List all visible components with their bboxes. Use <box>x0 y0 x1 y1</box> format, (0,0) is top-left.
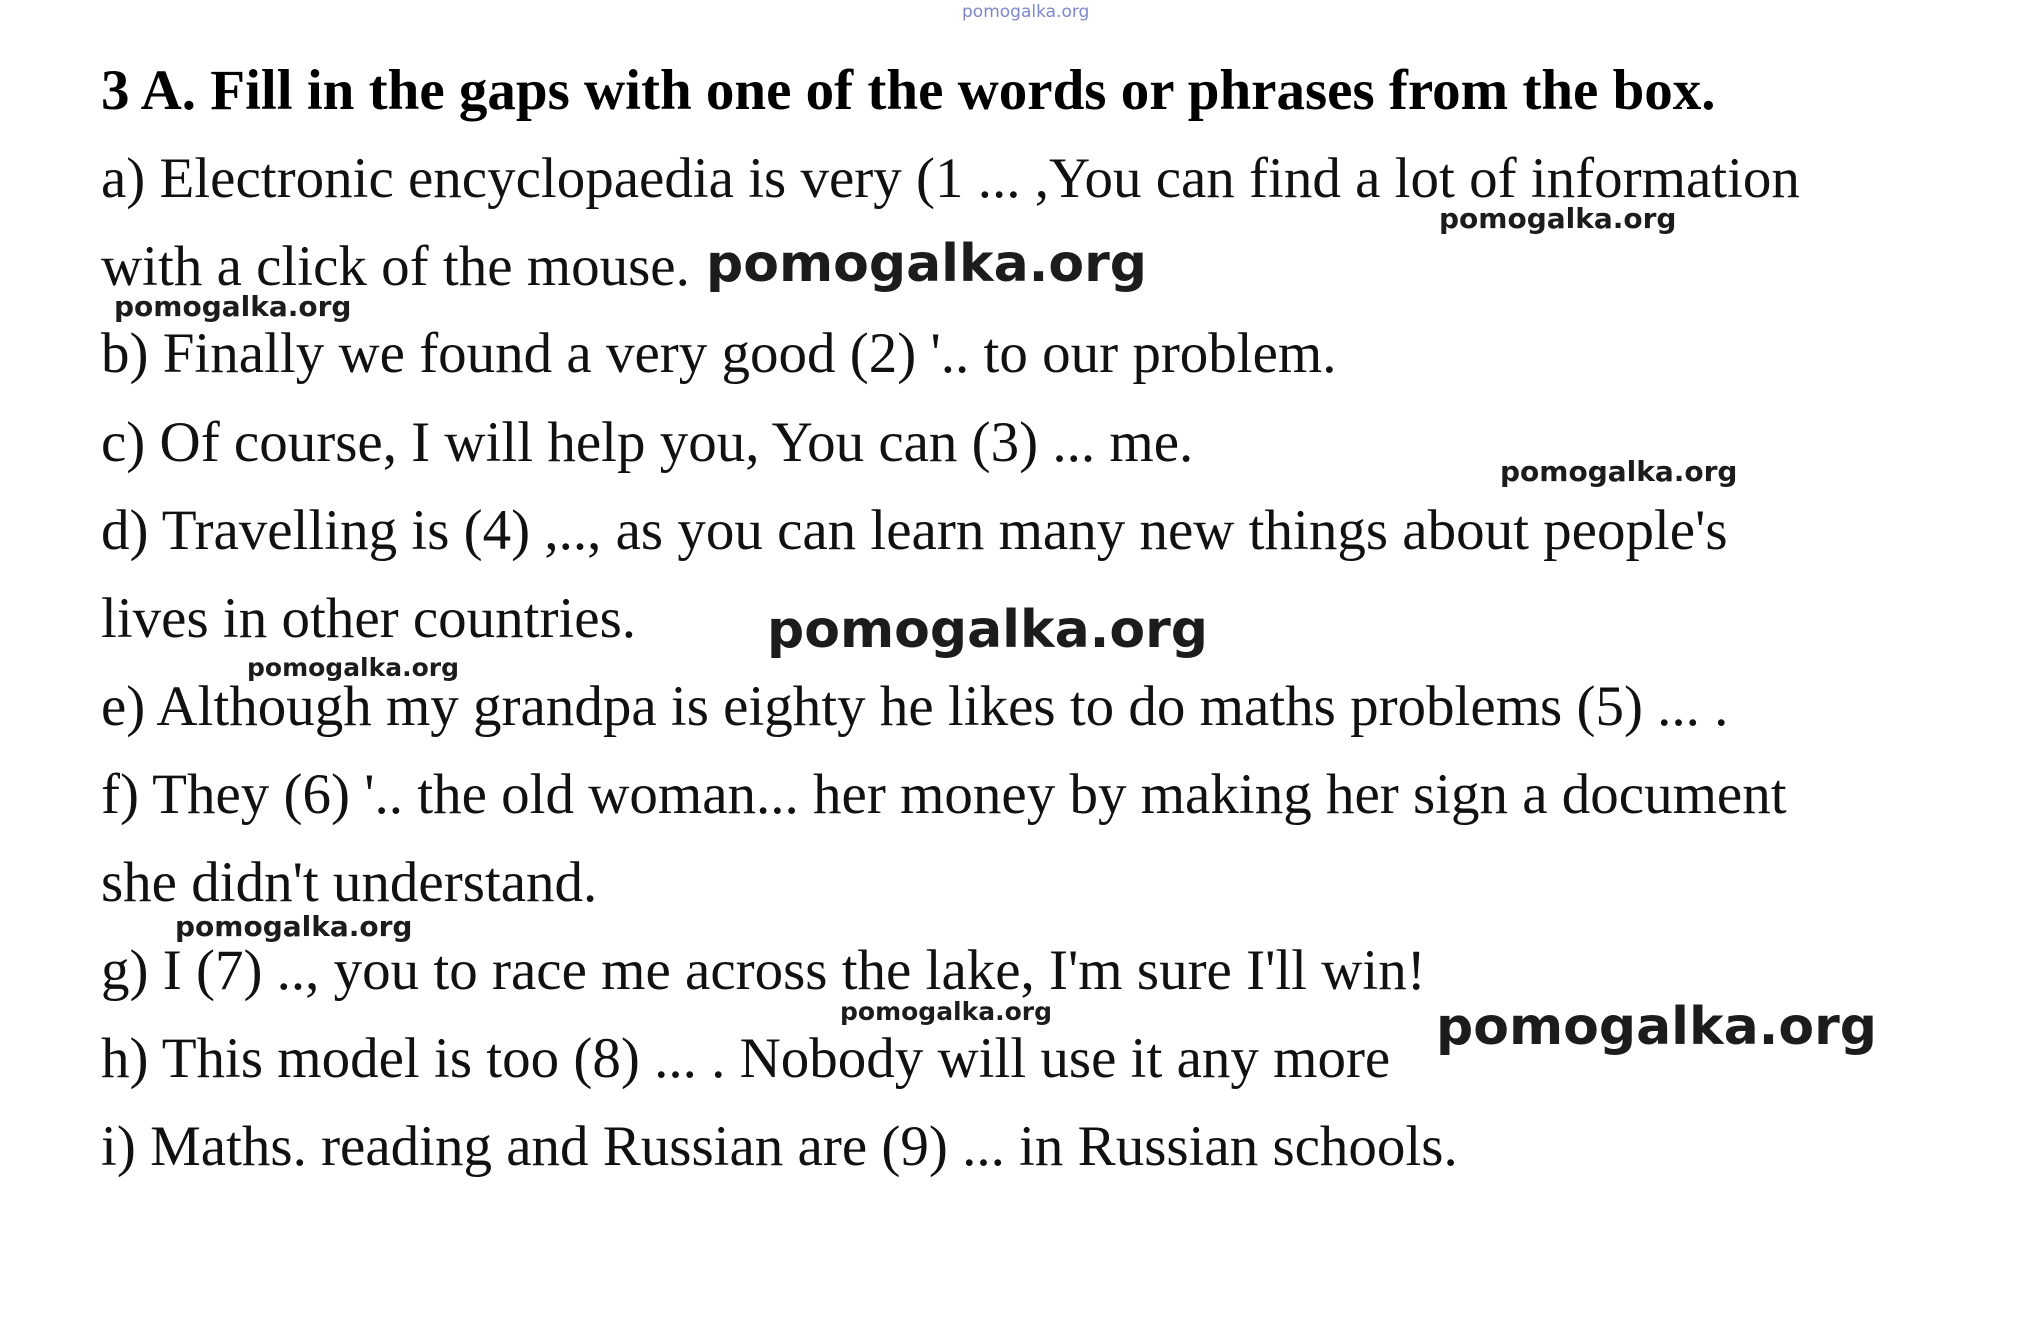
watermark: pomogalka.org <box>247 653 460 682</box>
exercise-line-e: e) Although my grandpa is eighty he likes to do maths problems (5) ... . <box>101 675 1729 738</box>
watermark: pomogalka.org <box>840 997 1053 1026</box>
exercise-title: 3 A. Fill in the gaps with one of the words or phrases from the box. <box>101 59 1716 122</box>
watermark: pomogalka.org <box>114 290 352 323</box>
exercise-line-c: c) Of course, I will help you, You can (3) ... me. <box>101 411 1194 474</box>
exercise-line-i: i) Maths. reading and Russian are (9) ... in Russian schools. <box>101 1115 1458 1178</box>
exercise-line-b: b) Finally we found a very good (2) '.. to our problem. <box>101 322 1337 385</box>
site-header-mark: pomogalka.org <box>962 2 1090 22</box>
exercise-line-d-cont: lives in other countries. <box>101 587 637 650</box>
watermark: pomogalka.org <box>706 234 1148 294</box>
exercise-line-h: h) This model is too (8) ... . Nobody will use it any more <box>101 1027 1391 1090</box>
exercise-line-a-cont: with a click of the mouse. <box>101 235 690 298</box>
exercise-line-f-cont: she didn't understand. <box>101 851 598 914</box>
watermark: pomogalka.org <box>1436 997 1878 1057</box>
watermark: pomogalka.org <box>1439 202 1677 235</box>
exercise-line-g: g) I (7) .., you to race me across the lake, I'm sure I'll win! <box>101 939 1426 1002</box>
exercise-line-f: f) They (6) '.. the old woman... her money by making her sign a document <box>101 763 1787 826</box>
exercise-line-a: a) Electronic encyclopaedia is very (1 ... ,You can find a lot of information <box>101 147 1800 210</box>
watermark: pomogalka.org <box>1500 455 1738 488</box>
watermark: pomogalka.org <box>767 600 1209 660</box>
watermark: pomogalka.org <box>175 910 413 943</box>
exercise-line-d: d) Travelling is (4) ,.., as you can learn many new things about people's <box>101 499 1728 562</box>
